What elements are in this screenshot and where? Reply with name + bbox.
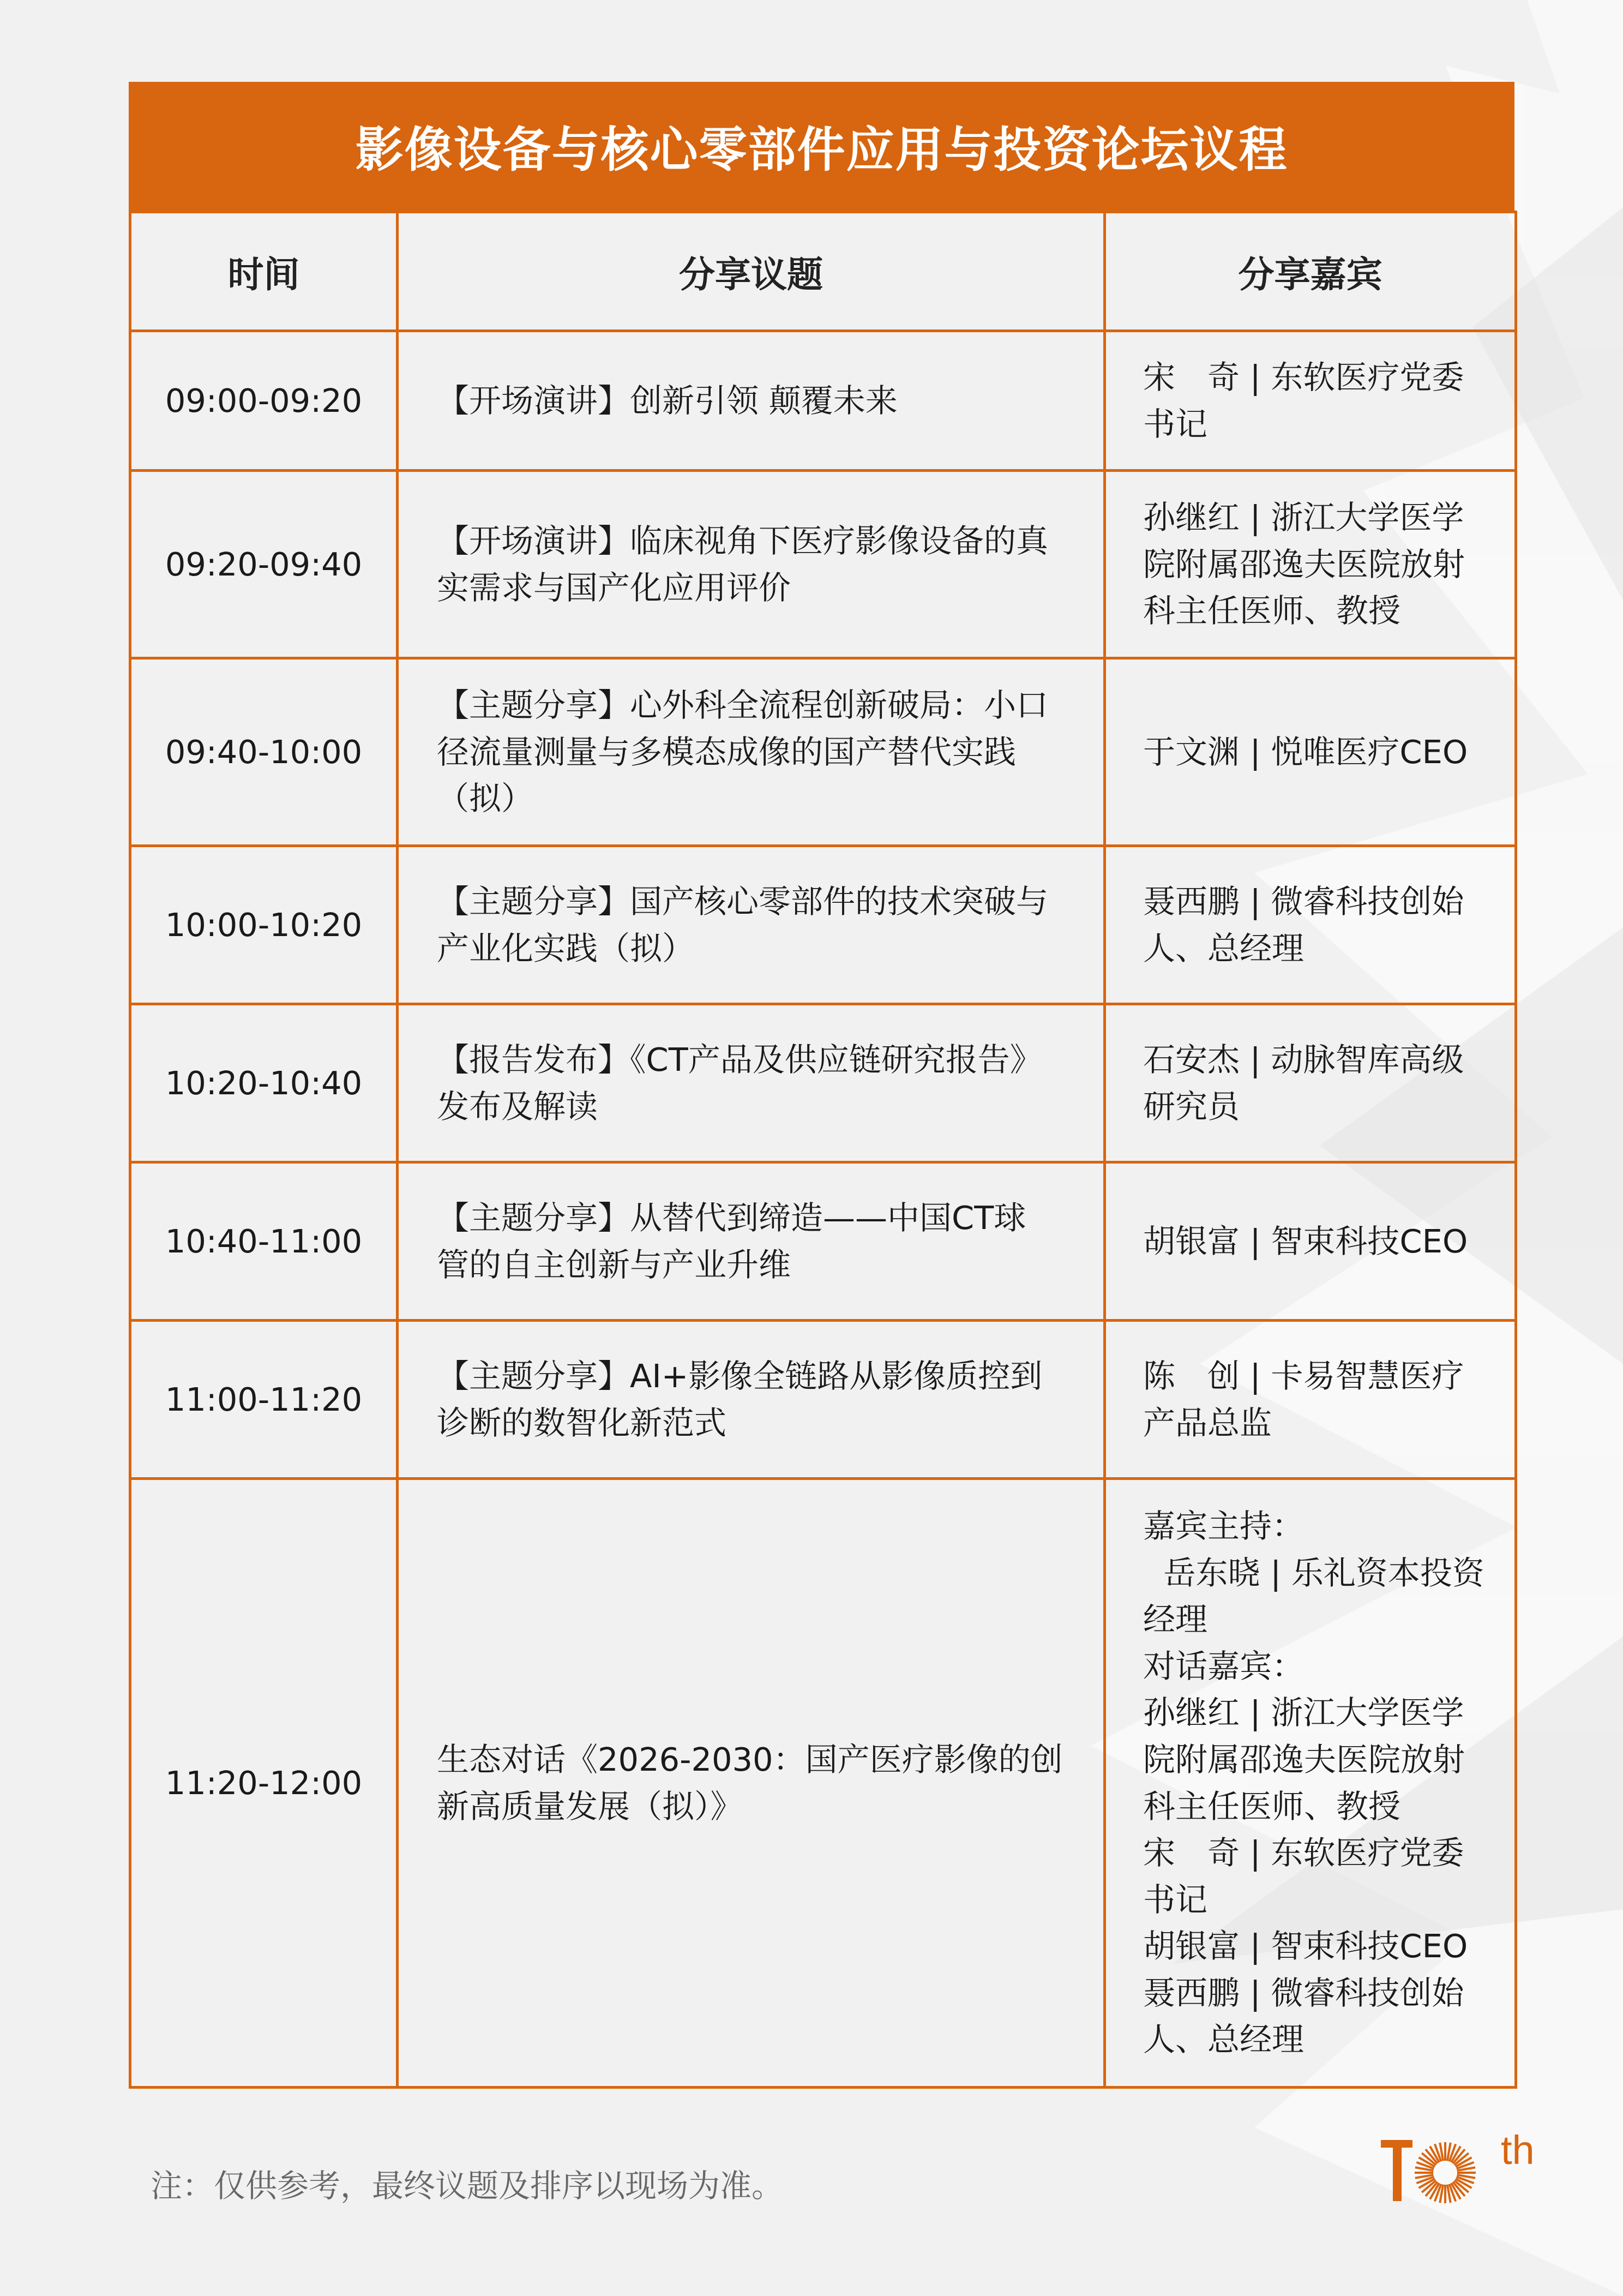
speaker-line: 于文渊 | 悦唯医疗CEO: [1143, 733, 1468, 771]
speaker-line: 院附属邵逸夫医院放射: [1143, 1740, 1465, 1778]
session-topic: [398, 846, 1105, 1004]
session-topic: [398, 471, 1105, 658]
topic-line: 新高质量发展（拟）》: [437, 1787, 743, 1825]
session-speaker: [1105, 846, 1516, 1004]
header-row: [130, 212, 1516, 331]
topic-line: 【报告发布】《CT产品及供应链研究报告》: [437, 1040, 1042, 1078]
speaker-line: 胡银富 | 智束科技CEO: [1143, 1927, 1468, 1965]
speaker-line: 孙继红 | 浙江大学医学: [1143, 499, 1464, 537]
table-row: [130, 331, 1516, 471]
table-row: [130, 1004, 1516, 1162]
column-header-speaker: 分享嘉宾: [1105, 212, 1516, 331]
speaker-line: 聂西鹏 | 微睿科技创始: [1143, 1974, 1464, 2012]
agenda-title: 影像设备与核心零部件应用与投资论坛议程: [129, 82, 1514, 211]
column-header-time: 时间: [130, 212, 398, 331]
column-header-topic: 分享议题: [398, 212, 1105, 331]
session-topic: [398, 658, 1105, 846]
speaker-line: 人、总经理: [1143, 2021, 1305, 2059]
speaker-line: 对话嘉宾：: [1143, 1647, 1305, 1685]
table-row: [130, 658, 1516, 846]
topic-line: 【主题分享】AI+影像全链路从影像质控到: [437, 1357, 1043, 1395]
session-speaker: [1105, 1162, 1516, 1321]
speaker-line: 石安杰 | 动脉智库高级: [1143, 1040, 1464, 1078]
session-time: 10:40-11:00: [130, 1162, 398, 1321]
topic-line: 【开场演讲】临床视角下医疗影像设备的真: [437, 521, 1049, 560]
table-row: [130, 1162, 1516, 1321]
session-speaker: [1105, 658, 1516, 846]
session-speaker: [1105, 1321, 1516, 1479]
speaker-line: 人、总经理: [1143, 929, 1305, 967]
session-topic: [398, 331, 1105, 471]
session-time: 11:00-11:20: [130, 1321, 398, 1479]
session-speaker: [1105, 1479, 1516, 2088]
speaker-line: 科主任医师、教授: [1143, 1787, 1401, 1825]
agenda-table-container: [129, 82, 1514, 2089]
speaker-line: 书记: [1143, 1880, 1208, 1919]
session-speaker: [1105, 1004, 1516, 1162]
topic-line: 诊断的数智化新范式: [437, 1404, 727, 1442]
session-time: 09:40-10:00: [130, 658, 398, 846]
topic-line: 【开场演讲】创新引领 颠覆未来: [437, 381, 898, 419]
speaker-line: 宋 奇 | 东软医疗党委: [1143, 1834, 1464, 1872]
logo-suffix: th: [1501, 2127, 1535, 2173]
footnote: 注：仅供参考，最终议题及排序以现场为准。: [151, 2167, 784, 2204]
speaker-line: 聂西鹏 | 微睿科技创始: [1143, 882, 1464, 920]
topic-line: 生态对话《2026-2030：国产医疗影像的创: [437, 1740, 1063, 1778]
session-time: 09:00-09:20: [130, 331, 398, 471]
topic-line: 【主题分享】心外科全流程创新破局：小口: [437, 686, 1049, 724]
table-row: [130, 471, 1516, 658]
session-speaker: [1105, 331, 1516, 471]
topic-line: 实需求与国产化应用评价: [437, 568, 791, 607]
speaker-line: 产品总监: [1143, 1404, 1272, 1442]
speaker-line: 科主任医师、教授: [1143, 592, 1401, 630]
table-row: [130, 1321, 1516, 1479]
table-row: [130, 846, 1516, 1004]
topic-line: 产业化实践（拟）: [437, 929, 695, 967]
session-time: 09:20-09:40: [130, 471, 398, 658]
speaker-line: 院附属邵逸夫医院放射: [1143, 545, 1465, 583]
speaker-line: 岳东晓 | 乐礼资本投资: [1143, 1554, 1484, 1592]
topic-line: 径流量测量与多模态成像的国产替代实践: [437, 733, 1017, 771]
topic-line: 【主题分享】国产核心零部件的技术突破与: [437, 882, 1049, 920]
speaker-line: 孙继红 | 浙江大学医学: [1143, 1694, 1464, 1732]
agenda-table: [129, 211, 1517, 2089]
topic-line: （拟）: [437, 780, 534, 818]
session-topic: [398, 1162, 1105, 1321]
session-topic: [398, 1479, 1105, 2088]
topic-line: 【主题分享】从替代到缔造——中国CT球: [437, 1198, 1026, 1237]
speaker-line: 经理: [1143, 1600, 1208, 1639]
topic-line: 管的自主创新与产业升维: [437, 1245, 791, 1284]
agenda-rows: [130, 331, 1516, 2088]
speaker-line: 嘉宾主持：: [1143, 1507, 1305, 1545]
tenth-anniversary-logo-icon: [1374, 2125, 1549, 2212]
table-row: [130, 1479, 1516, 2088]
speaker-line: 研究员: [1143, 1087, 1240, 1125]
session-topic: [398, 1321, 1105, 1479]
speaker-line: 陈 创 | 卡易智慧医疗: [1143, 1357, 1464, 1395]
topic-line: 发布及解读: [437, 1087, 598, 1125]
session-time: 10:20-10:40: [130, 1004, 398, 1162]
session-time: 11:20-12:00: [130, 1479, 398, 2088]
session-speaker: [1105, 471, 1516, 658]
speaker-line: 书记: [1143, 405, 1208, 443]
session-time: 10:00-10:20: [130, 846, 398, 1004]
speaker-line: 胡银富 | 智束科技CEO: [1143, 1222, 1468, 1260]
session-topic: [398, 1004, 1105, 1162]
speaker-line: 宋 奇 | 东软医疗党委: [1143, 358, 1464, 396]
